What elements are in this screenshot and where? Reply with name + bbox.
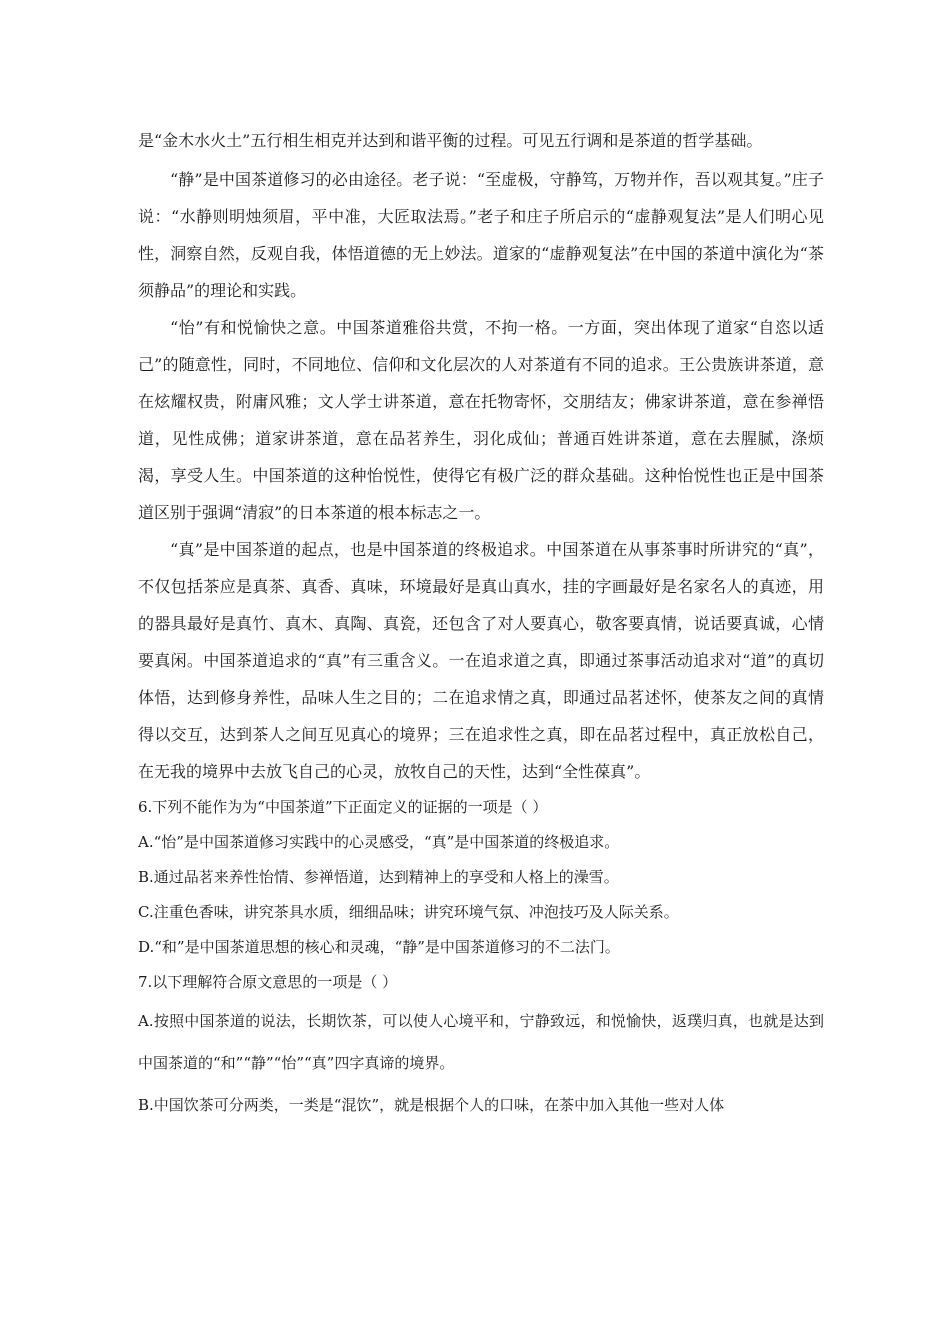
passage-paragraph-1: 是“金木水火土”五行相生相克并达到和谐平衡的过程。可见五行调和是茶道的哲学基础。 [138, 131, 763, 150]
question-7-stem: 7.以下理解符合原文意思的一项是（ ） [138, 973, 398, 991]
question-6-option-d: D.“和”是中国茶道思想的核心和灵魂，“静”是中国茶道修习的不二法门。 [138, 938, 620, 956]
question-7-option-b: B.中国饮茶可分两类，一类是“混饮”，就是根据个人的口味，在茶中加入其他一些对人体 [138, 1096, 725, 1114]
passage-paragraph-yi: “怡”有和悦愉快之意。中国茶道雅俗共赏，不拘一格。一方面，突出体现了道家“自恣以适己”的随意性，同时，不同地位、信仰和文化层次的人对茶道有不同的追求。王公贵族讲茶道，意在炫耀权贵，附庸风雅；文人学士讲茶道，意在托物寄怀，交朋结友；佛家讲茶道，意在参禅悟道，见性成佛；道家讲茶道，意在品茗养生，羽化成仙；普通百姓讲茶道，意在去腥腻，涤烦渴，享受人生。中国茶道的这种怡悦性，使得它有极广泛的群众基础。这种怡悦性也正是中国茶道区别于强调“清寂”的日本茶道的根本标志之一。 [138, 318, 824, 522]
question-6-option-b: B.通过品茗来养性怡情、参禅悟道，达到精神上的享受和人格上的澡雪。 [138, 868, 619, 886]
passage-paragraph-zhen: “真”是中国茶道的起点，也是中国茶道的终极追求。中国茶道在从事茶事时所讲究的“真”，不仅包括茶应是真茶、真香、真味，环境最好是真山真水，挂的字画最好是名家名人的真迹，用的器具最好是真竹、真木、真陶、真瓷，还包含了对人要真心，敬客要真情，说话要真诚，心情要真闲。中国茶道追求的“真”有三重含义。一在追求道之真，即通过茶事活动追求对“道”的真切体悟，达到修身养性，品味人生之目的；二在追求情之真，即通过品茗述怀，使茶友之间的真情得以交互，达到茶人之间互见真心的境界；三在追求性之真，即在品茗过程中，真正放松自己，在无我的境界中去放飞自己的心灵，放牧自己的天性，达到“全性葆真”。 [138, 540, 824, 781]
question-6-stem: 6.下列不能作为为“中国茶道”下正面定义的证据的一项是（ ） [138, 798, 548, 816]
passage-paragraph-jing: “静”是中国茶道修习的必由途径。老子说：“至虚极，守静笃，万物并作，吾以观其复。”庄子说：“水静则明烛须眉，平中准，大匠取法焉。”老子和庄子所启示的“虚静观复法”是人们明心见性，洞察自然，反观自我，体悟道德的无上妙法。道家的“虚静观复法”在中国的茶道中演化为“茶须静品”的理论和实践。 [138, 170, 824, 300]
document-body [138, 122, 824, 1126]
question-7-option-a: A.按照中国茶道的说法，长期饮茶，可以使人心境平和，宁静致远，和悦愉快，返璞归真，也就是达到中国茶道的“和”“静”“怡”“真”四字真谛的境界。 [138, 1012, 824, 1072]
question-6-option-c: C.注重色香味，讲究茶具水质，细细品味；讲究环境气氛、冲泡技巧及人际关系。 [138, 903, 679, 921]
question-6-option-a: A.“怡”是中国茶道修习实践中的心灵感受，“真”是中国茶道的终极追求。 [138, 833, 620, 851]
